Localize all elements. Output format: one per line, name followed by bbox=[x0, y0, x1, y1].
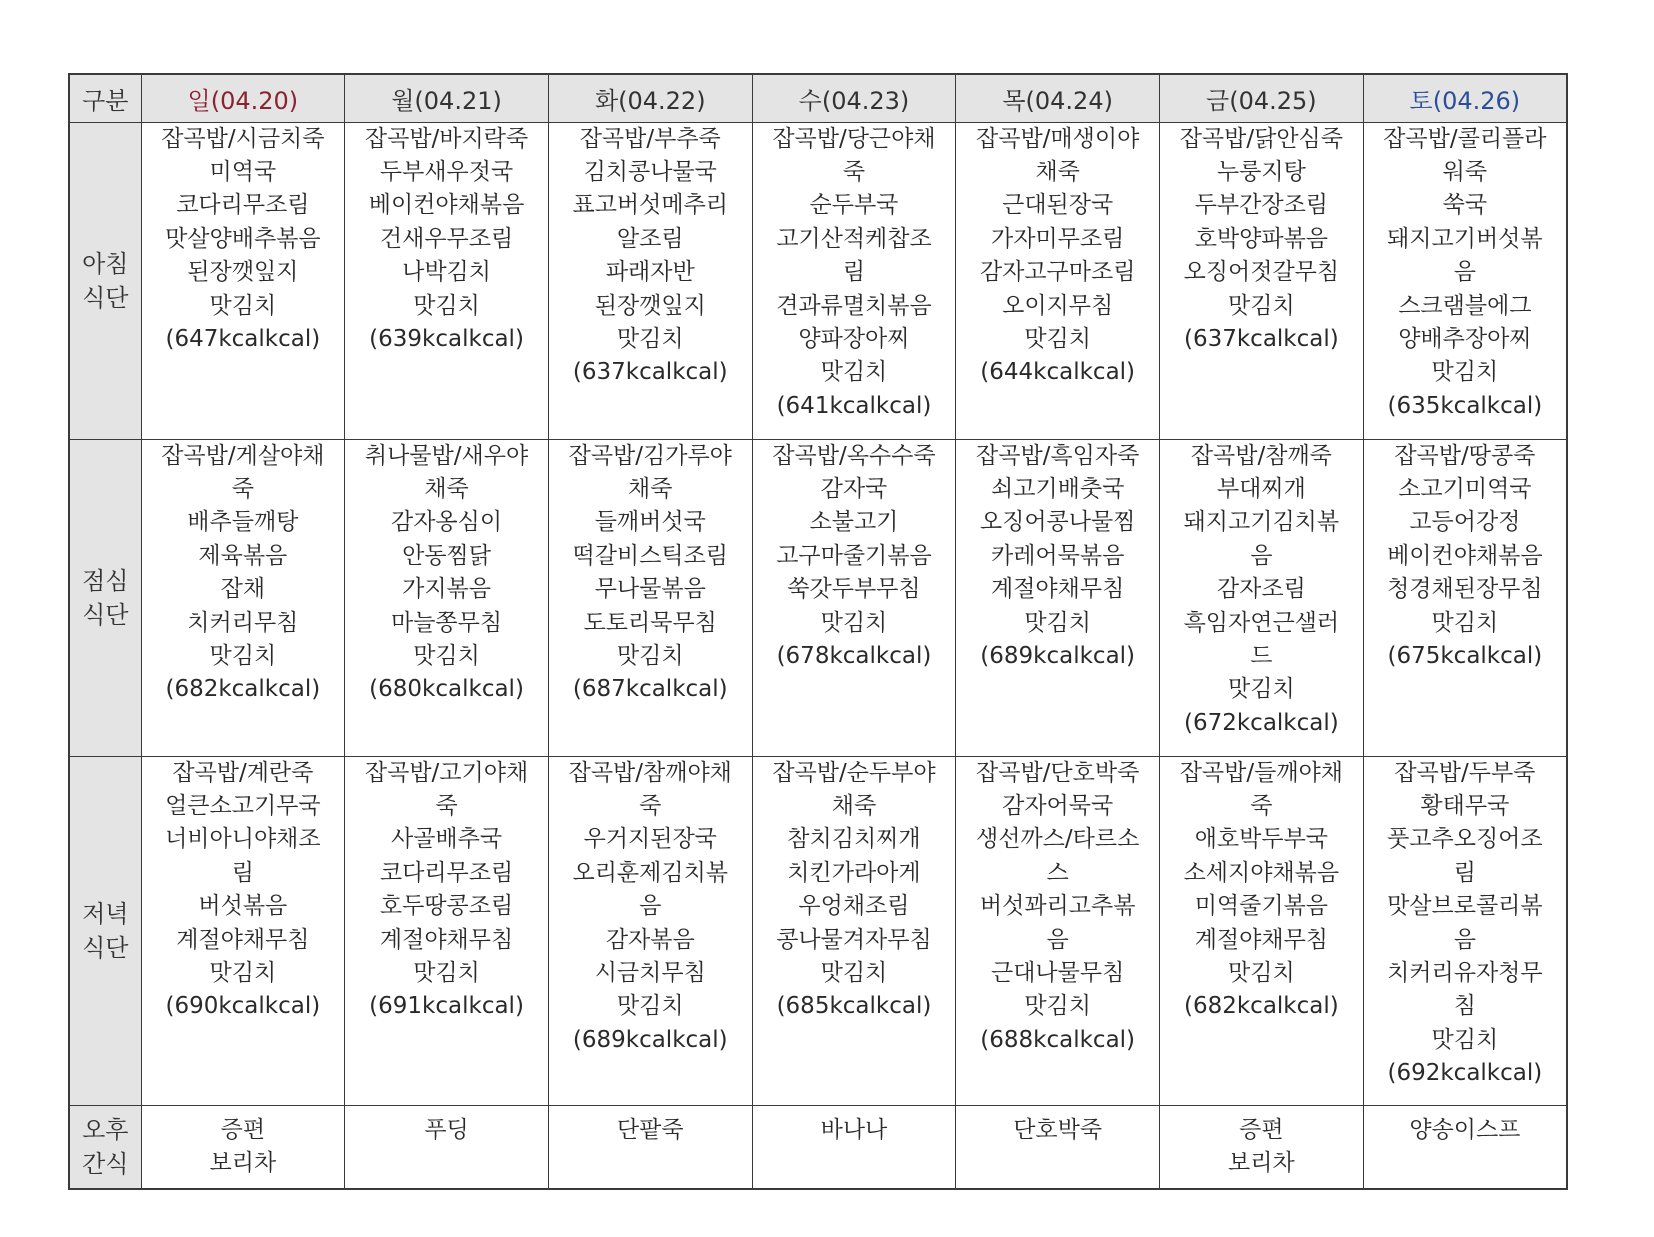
menu-cell-snack-sat bbox=[1363, 1105, 1567, 1189]
menu-cell-lunch-mon bbox=[345, 439, 549, 756]
menu-item: 우거지된장국 bbox=[583, 826, 717, 853]
menu-item: 죽 bbox=[1250, 792, 1273, 819]
menu-item: 계절야채무침 bbox=[379, 926, 514, 953]
menu-item: 잡곡밥/흑임자죽 bbox=[976, 442, 1140, 469]
row-label-text: 식단 bbox=[82, 600, 129, 629]
menu-item: (691kcalkcal) bbox=[369, 993, 524, 1020]
weekly-menu-table bbox=[68, 73, 1568, 1190]
menu-item: 맛김치 bbox=[820, 359, 888, 386]
menu-item: 누룽지탕 bbox=[1216, 158, 1306, 185]
menu-item: 계절야채무침 bbox=[1194, 926, 1329, 953]
menu-item: 파래자반 bbox=[605, 259, 695, 286]
menu-item: 호두땅콩조림 bbox=[379, 893, 514, 920]
menu-item: 잡곡밥/두부죽 bbox=[1394, 759, 1536, 786]
menu-item: (690kcalkcal) bbox=[165, 993, 321, 1020]
menu-cell-lunch-thu bbox=[956, 439, 1160, 756]
menu-item: 치커리무침 bbox=[187, 609, 299, 636]
menu-item: 단팥죽 bbox=[616, 1116, 684, 1143]
menu-item: 카레어묵볶음 bbox=[991, 542, 1125, 569]
row-label-text: 식단 bbox=[82, 933, 129, 962]
menu-item: 스크램블에그 bbox=[1398, 292, 1532, 319]
menu-item: 증편 bbox=[1239, 1116, 1284, 1143]
menu-item: 잡곡밥/김가루야 bbox=[568, 442, 732, 469]
menu-item: 보리차 bbox=[209, 1149, 277, 1176]
menu-item: (682kcalkcal) bbox=[165, 676, 321, 703]
menu-item: (672kcalkcal) bbox=[1183, 709, 1339, 736]
menu-item: 죽 bbox=[639, 792, 662, 819]
menu-item: 흑임자연근샐러 bbox=[1183, 609, 1340, 636]
menu-item: 버섯볶음 bbox=[198, 893, 288, 920]
menu-item: 쑥갓두부무침 bbox=[787, 576, 921, 603]
menu-item: 참치김치찌개 bbox=[787, 826, 921, 853]
row-label-text: 오후 bbox=[82, 1115, 129, 1144]
menu-item: 된장깻잎지 bbox=[594, 292, 706, 319]
menu-item: (689kcalkcal) bbox=[980, 642, 1136, 669]
day-header-fri: 금(04.25) bbox=[1160, 74, 1364, 122]
menu-cell-breakfast-mon bbox=[345, 122, 549, 439]
menu-item: 맛김치 bbox=[1228, 292, 1295, 319]
menu-item: 무나물볶음 bbox=[594, 576, 706, 603]
menu-item: 맛김치 bbox=[209, 642, 277, 669]
header-label: 구분 bbox=[69, 74, 141, 122]
menu-cell-lunch-sun bbox=[141, 439, 345, 756]
menu-cell-dinner-sun bbox=[141, 756, 345, 1105]
menu-item: 잡곡밥/계란죽 bbox=[172, 759, 314, 786]
menu-item: 워죽 bbox=[1442, 158, 1488, 185]
menu-item: 마늘쫑무침 bbox=[391, 609, 503, 636]
day-header-wed: 수(04.23) bbox=[752, 74, 956, 122]
menu-item: 맛김치 bbox=[1431, 1026, 1499, 1053]
menu-item: 청경채된장무침 bbox=[1387, 576, 1543, 603]
menu-item: 잡곡밥/시금치죽 bbox=[161, 125, 325, 152]
meal-row-breakfast bbox=[69, 122, 1567, 439]
day-header-sat: 토(04.26) bbox=[1363, 74, 1567, 122]
menu-cell-lunch-fri bbox=[1160, 439, 1364, 756]
menu-item: 소고기미역국 bbox=[1398, 475, 1532, 502]
meal-row-dinner bbox=[69, 756, 1567, 1105]
day-header-tue: 화(04.22) bbox=[548, 74, 752, 122]
menu-cell-snack-thu bbox=[956, 1105, 1160, 1189]
menu-item: 죽 bbox=[842, 158, 866, 185]
menu-item: 맛김치 bbox=[1228, 959, 1295, 986]
menu-item: 음 bbox=[639, 893, 662, 920]
menu-item: 베이컨야채볶음 bbox=[1387, 542, 1543, 569]
menu-item: 오이지무침 bbox=[1002, 292, 1114, 319]
menu-item: 도토리묵무침 bbox=[583, 609, 717, 636]
menu-item: 버섯꽈리고추볶 bbox=[979, 893, 1136, 920]
menu-cell-breakfast-sat bbox=[1363, 122, 1567, 439]
menu-item: (637kcalkcal) bbox=[572, 359, 728, 386]
menu-item: 잡곡밥/참깨죽 bbox=[1190, 442, 1332, 469]
menu-item: 음 bbox=[1046, 926, 1069, 953]
menu-item: 근대된장국 bbox=[1002, 192, 1114, 219]
menu-item: 고등어강정 bbox=[1409, 509, 1521, 536]
menu-item: 견과류멸치볶음 bbox=[776, 292, 932, 319]
menu-item: 떡갈비스틱조림 bbox=[572, 542, 729, 569]
menu-cell-dinner-wed bbox=[752, 756, 956, 1105]
menu-item: 맛김치 bbox=[413, 642, 480, 669]
day-header-mon: 월(04.21) bbox=[345, 74, 549, 122]
menu-item: 감자어묵국 bbox=[1002, 792, 1114, 819]
menu-item: 돼지고기김치볶 bbox=[1183, 509, 1340, 536]
row-label-text: 간식 bbox=[82, 1149, 129, 1178]
menu-item: 알조림 bbox=[616, 225, 684, 252]
menu-item: 죽 bbox=[231, 475, 254, 502]
menu-item: 감자조림 bbox=[1216, 576, 1306, 603]
row-label-lunch bbox=[69, 439, 141, 756]
menu-item: 채죽 bbox=[1035, 158, 1080, 185]
menu-item: 맛김치 bbox=[413, 292, 480, 319]
menu-item: 미역줄기볶음 bbox=[1194, 893, 1329, 920]
menu-item: 사골배추국 bbox=[391, 826, 503, 853]
menu-item: (688kcalkcal) bbox=[980, 1026, 1136, 1053]
menu-item: (644kcalkcal) bbox=[980, 359, 1136, 386]
menu-item: 침 bbox=[1453, 993, 1476, 1020]
menu-item: 잡곡밥/땅콩죽 bbox=[1394, 442, 1536, 469]
menu-item: 베이컨야채볶음 bbox=[368, 192, 525, 219]
menu-item: 가자미무조림 bbox=[991, 225, 1125, 252]
menu-item: 배추들깨탕 bbox=[187, 509, 299, 536]
menu-item: 쑥국 bbox=[1442, 192, 1488, 219]
menu-item: 우엉채조림 bbox=[798, 893, 910, 920]
menu-item: 돼지고기버섯볶 bbox=[1387, 225, 1543, 252]
row-label-text: 아침 bbox=[82, 249, 129, 278]
menu-item: 음 bbox=[1250, 542, 1273, 569]
menu-item: 순두부국 bbox=[809, 192, 899, 219]
day-header-sun: 일(04.20) bbox=[141, 74, 345, 122]
menu-item: 치커리유자청무 bbox=[1387, 959, 1543, 986]
menu-cell-breakfast-fri bbox=[1160, 122, 1364, 439]
row-label-breakfast bbox=[69, 122, 141, 439]
menu-cell-snack-tue bbox=[548, 1105, 752, 1189]
menu-cell-breakfast-thu bbox=[956, 122, 1160, 439]
menu-item: 스 bbox=[1046, 859, 1069, 886]
menu-item: 맛김치 bbox=[616, 642, 684, 669]
menu-item: 잡채 bbox=[220, 576, 266, 603]
menu-item: 보리차 bbox=[1228, 1149, 1295, 1176]
menu-item: 잡곡밥/부추죽 bbox=[579, 125, 721, 152]
menu-cell-lunch-wed bbox=[752, 439, 956, 756]
menu-item: (637kcalkcal) bbox=[1183, 325, 1339, 352]
menu-item: 채죽 bbox=[628, 475, 673, 502]
menu-item: 잡곡밥/들깨야채 bbox=[1179, 759, 1343, 786]
menu-item: 두부간장조림 bbox=[1194, 192, 1329, 219]
menu-cell-snack-mon bbox=[345, 1105, 549, 1189]
menu-item: 음 bbox=[1453, 259, 1476, 286]
menu-item: 감자옹심이 bbox=[391, 509, 503, 536]
menu-cell-snack-fri bbox=[1160, 1105, 1364, 1189]
menu-item: 취나물밥/새우야 bbox=[364, 442, 529, 469]
menu-item: 맛살양배추볶음 bbox=[165, 225, 321, 252]
menu-item: 소불고기 bbox=[809, 509, 899, 536]
row-label-text: 저녁 bbox=[82, 899, 129, 928]
menu-item: 계절야채무침 bbox=[176, 926, 310, 953]
menu-item: 오리훈제김치볶 bbox=[572, 859, 729, 886]
menu-item: 맛김치 bbox=[1024, 325, 1091, 352]
menu-item: 쇠고기배춧국 bbox=[991, 475, 1125, 502]
menu-cell-breakfast-tue bbox=[548, 122, 752, 439]
menu-cell-dinner-mon bbox=[345, 756, 549, 1105]
menu-item: 잡곡밥/당근야채 bbox=[772, 125, 936, 152]
menu-item: 맛김치 bbox=[616, 993, 684, 1020]
row-label-snack bbox=[69, 1105, 141, 1189]
menu-item: 감자국 bbox=[820, 475, 888, 502]
menu-cell-lunch-tue bbox=[548, 439, 752, 756]
row-label-text: 점심 bbox=[82, 566, 129, 595]
menu-item: (678kcalkcal) bbox=[776, 642, 932, 669]
menu-item: (641kcalkcal) bbox=[776, 392, 932, 419]
menu-item: 잡곡밥/순두부야 bbox=[772, 759, 936, 786]
menu-item: 잡곡밥/참깨야채 bbox=[568, 759, 732, 786]
menu-cell-dinner-sat bbox=[1363, 756, 1567, 1105]
menu-item: (689kcalkcal) bbox=[572, 1026, 728, 1053]
menu-item: (680kcalkcal) bbox=[369, 676, 524, 703]
menu-item: 코다리무조림 bbox=[176, 192, 310, 219]
menu-item: 황태무국 bbox=[1420, 792, 1510, 819]
menu-cell-snack-sun bbox=[141, 1105, 345, 1189]
menu-item: 안동찜닭 bbox=[402, 542, 491, 569]
menu-item: 림 bbox=[1453, 859, 1476, 886]
menu-item: 가지볶음 bbox=[402, 576, 491, 603]
header-row bbox=[69, 74, 1567, 122]
menu-item: 감자볶음 bbox=[605, 926, 695, 953]
menu-item: 증편 bbox=[220, 1116, 266, 1143]
row-label-text: 식단 bbox=[82, 283, 129, 312]
menu-item: 호박양파볶음 bbox=[1194, 225, 1329, 252]
meal-row-snack bbox=[69, 1105, 1567, 1189]
menu-item: 제육볶음 bbox=[198, 542, 288, 569]
menu-item: 미역국 bbox=[209, 158, 277, 185]
menu-item: 잡곡밥/옥수수죽 bbox=[772, 442, 936, 469]
menu-cell-dinner-fri bbox=[1160, 756, 1364, 1105]
menu-item: 맛김치 bbox=[820, 609, 888, 636]
menu-item: 단호박죽 bbox=[1013, 1116, 1103, 1143]
menu-item: 부대찌개 bbox=[1216, 475, 1306, 502]
menu-item: 맛김치 bbox=[616, 325, 684, 352]
menu-item: 맛김치 bbox=[1228, 676, 1295, 703]
menu-item: (682kcalkcal) bbox=[1183, 993, 1339, 1020]
menu-item: 풋고추오징어조 bbox=[1387, 826, 1543, 853]
menu-item: 잡곡밥/게살야채 bbox=[161, 442, 325, 469]
menu-item: 맛김치 bbox=[1431, 359, 1499, 386]
menu-item: 잡곡밥/고기야채 bbox=[364, 759, 529, 786]
menu-item: 표고버섯메추리 bbox=[572, 192, 729, 219]
menu-item: 코다리무조림 bbox=[379, 859, 514, 886]
menu-item: 맛김치 bbox=[209, 959, 277, 986]
menu-item: (675kcalkcal) bbox=[1387, 642, 1543, 669]
menu-item: 치킨가라아게 bbox=[787, 859, 921, 886]
menu-item: 감자고구마조림 bbox=[979, 259, 1136, 286]
menu-cell-breakfast-wed bbox=[752, 122, 956, 439]
menu-item: 채죽 bbox=[424, 475, 469, 502]
menu-item: (685kcalkcal) bbox=[776, 993, 932, 1020]
menu-item: 죽 bbox=[435, 792, 458, 819]
menu-item: 채죽 bbox=[831, 792, 877, 819]
menu-item: 콩나물겨자무침 bbox=[776, 926, 932, 953]
menu-item: 계절야채무침 bbox=[991, 576, 1125, 603]
menu-cell-lunch-sat bbox=[1363, 439, 1567, 756]
menu-item: 맛김치 bbox=[1431, 609, 1499, 636]
menu-item: 오징어콩나물찜 bbox=[979, 509, 1136, 536]
menu-item: 바나나 bbox=[820, 1116, 888, 1143]
menu-item: 양배추장아찌 bbox=[1398, 325, 1532, 352]
menu-item: 양송이스프 bbox=[1409, 1116, 1521, 1143]
menu-item: 건새우무조림 bbox=[379, 225, 514, 252]
menu-item: 림 bbox=[842, 259, 866, 286]
menu-item: 나박김치 bbox=[402, 259, 491, 286]
menu-item: 푸딩 bbox=[424, 1116, 469, 1143]
menu-item: (692kcalkcal) bbox=[1387, 1060, 1543, 1087]
menu-item: 된장깻잎지 bbox=[187, 259, 299, 286]
menu-item: 잡곡밥/콜리플라 bbox=[1383, 125, 1547, 152]
menu-item: (687kcalkcal) bbox=[572, 676, 728, 703]
menu-item: 양파장아찌 bbox=[798, 325, 910, 352]
menu-item: 맛김치 bbox=[820, 959, 888, 986]
menu-item: (647kcalkcal) bbox=[165, 325, 321, 352]
menu-item: 애호박두부국 bbox=[1194, 826, 1329, 853]
menu-item: 맛김치 bbox=[209, 292, 277, 319]
day-header-thu: 목(04.24) bbox=[956, 74, 1160, 122]
menu-item: 맛김치 bbox=[413, 959, 480, 986]
meal-row-lunch bbox=[69, 439, 1567, 756]
menu-item: (635kcalkcal) bbox=[1387, 392, 1543, 419]
menu-item: 음 bbox=[1453, 926, 1476, 953]
menu-item: 얼큰소고기무국 bbox=[165, 792, 321, 819]
menu-item: 김치콩나물국 bbox=[583, 158, 717, 185]
menu-item: 드 bbox=[1250, 642, 1273, 669]
menu-item: 시금치무침 bbox=[594, 959, 706, 986]
menu-item: 림 bbox=[231, 859, 254, 886]
menu-item: 잡곡밥/바지락죽 bbox=[364, 125, 529, 152]
menu-item: 고구마줄기볶음 bbox=[776, 542, 932, 569]
menu-item: 들깨버섯국 bbox=[594, 509, 706, 536]
menu-cell-breakfast-sun bbox=[141, 122, 345, 439]
row-label-dinner bbox=[69, 756, 141, 1105]
menu-item: 두부새우젓국 bbox=[379, 158, 514, 185]
menu-item: 맛김치 bbox=[1024, 609, 1091, 636]
menu-item: 잡곡밥/단호박죽 bbox=[976, 759, 1140, 786]
menu-item: 소세지야채볶음 bbox=[1183, 859, 1340, 886]
menu-cell-snack-wed bbox=[752, 1105, 956, 1189]
menu-item: (639kcalkcal) bbox=[369, 325, 524, 352]
menu-item: 잡곡밥/닭안심죽 bbox=[1179, 125, 1343, 152]
menu-item: 생선까스/타르소 bbox=[976, 826, 1140, 853]
menu-item: 오징어젓갈무침 bbox=[1183, 259, 1340, 286]
menu-item: 너비아니야채조 bbox=[165, 826, 321, 853]
menu-cell-dinner-tue bbox=[548, 756, 752, 1105]
menu-cell-dinner-thu bbox=[956, 756, 1160, 1105]
menu-item: 맛살브로콜리볶 bbox=[1387, 893, 1543, 920]
menu-item: 잡곡밥/매생이야 bbox=[976, 125, 1140, 152]
menu-item: 고기산적케찹조 bbox=[776, 225, 932, 252]
menu-item: 근대나물무침 bbox=[991, 959, 1125, 986]
menu-item: 맛김치 bbox=[1024, 993, 1091, 1020]
